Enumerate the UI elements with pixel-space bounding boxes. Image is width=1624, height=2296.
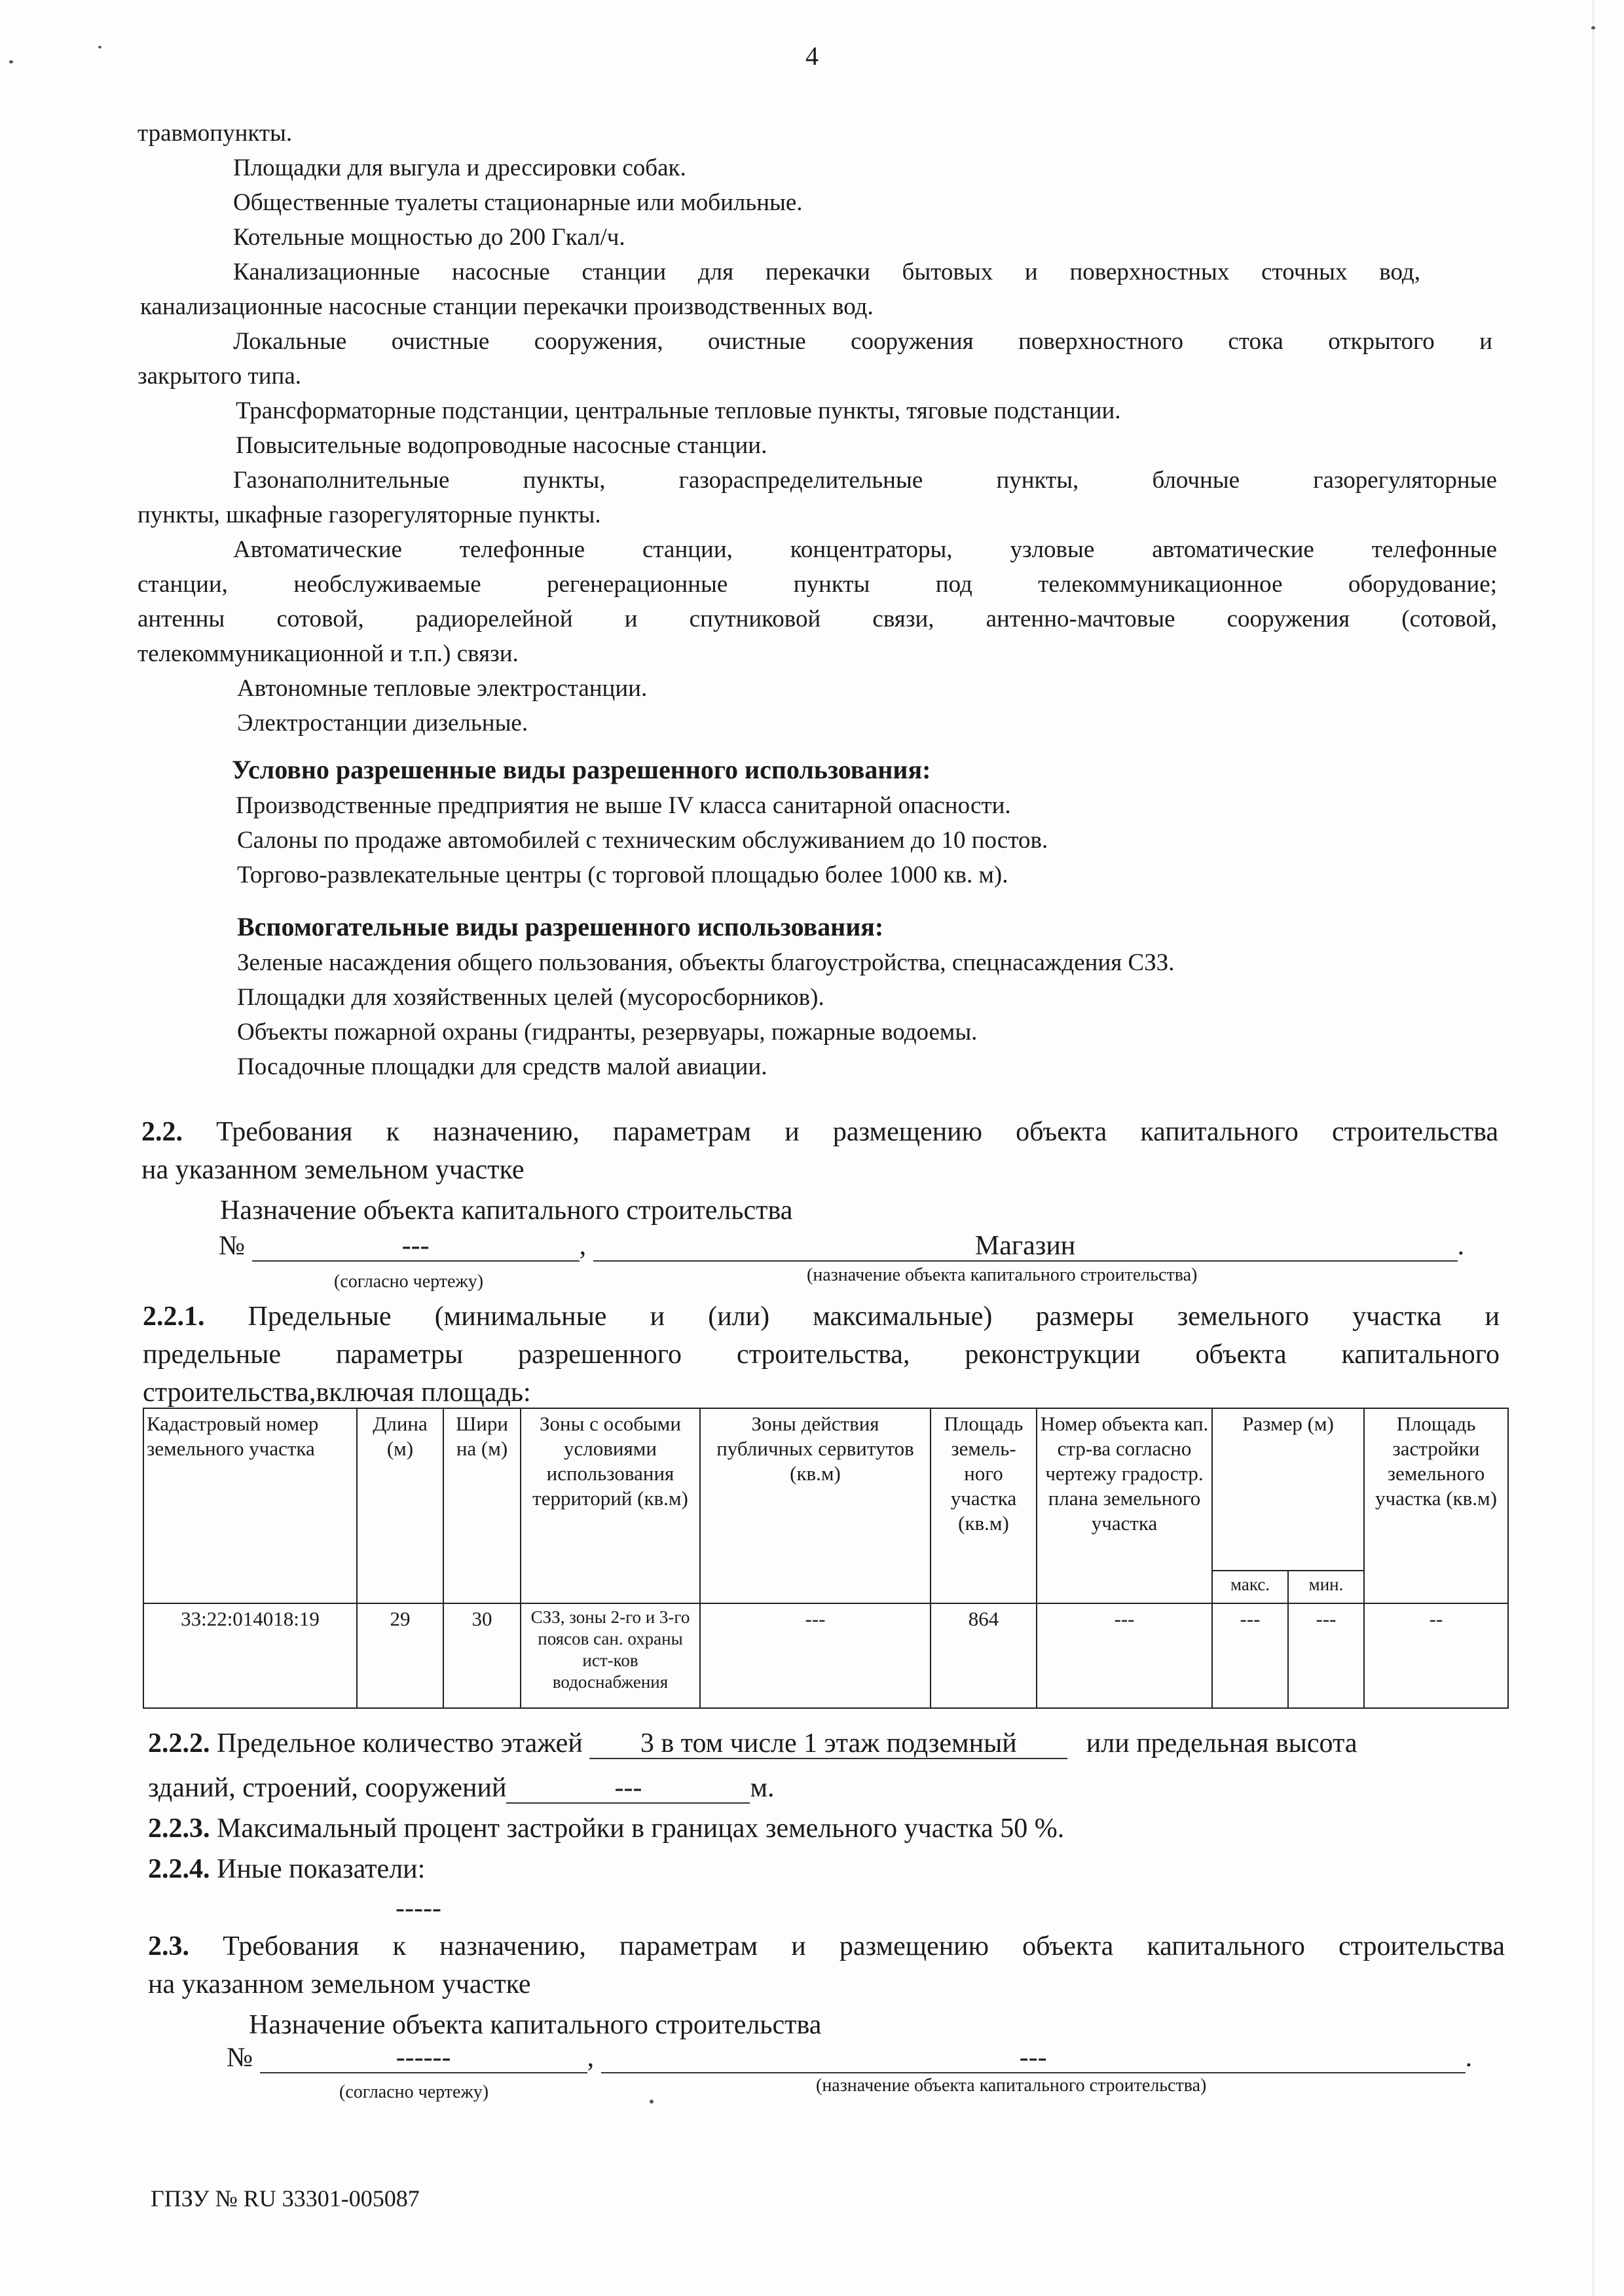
page-number: 4 xyxy=(805,41,819,71)
section-2-2-4 xyxy=(148,1850,425,1888)
list-line: Повысительные водопроводные насосные станции. xyxy=(236,432,767,459)
cell-width: 30 xyxy=(443,1603,521,1708)
section-2-2-1-line2: предельные параметры разрешенного строительства, реконструкции объекта капитального xyxy=(143,1339,1500,1370)
caption-purpose: (назначение объекта капитального строительства) xyxy=(807,1265,1198,1285)
list-line: Электростанции дизельные. xyxy=(237,710,528,737)
section-number: 2.2.1. xyxy=(143,1302,205,1332)
height-value: --- xyxy=(506,1774,750,1804)
section-text: или предельная высота xyxy=(1086,1728,1357,1758)
header-length: Длина (м) xyxy=(357,1408,443,1603)
section-2-2-1-line1 xyxy=(143,1298,1500,1336)
unit: м. xyxy=(750,1773,775,1803)
header-width: Шири на (м) xyxy=(443,1408,521,1603)
list-line: антенны сотовой, радиорелейной и спутниковой связи, антенно-мачтовые сооружения (сотовой, xyxy=(138,606,1497,632)
number-sign: № xyxy=(227,2043,253,2073)
header-max: макс. xyxy=(1212,1571,1288,1603)
list-line: Площадки для выгула и дрессировки собак. xyxy=(233,155,686,181)
header-zones: Зоны с особыми условиями использования территорий (кв.м) xyxy=(521,1408,700,1603)
period: . xyxy=(1457,1231,1465,1261)
section-number: 2.2. xyxy=(141,1117,183,1147)
cell-servitude: --- xyxy=(700,1603,931,1708)
section-text: Предельное количество этажей xyxy=(217,1728,583,1758)
section-text: Максимальный процент застройки в границах земельного участка 50 %. xyxy=(217,1813,1065,1844)
period: . xyxy=(1465,2043,1473,2073)
header-servitude: Зоны действия публичных сервитутов (кв.м) xyxy=(700,1408,931,1603)
caption-drawing: (согласно чертежу) xyxy=(334,1271,484,1292)
caption-purpose: (назначение объекта капитального строительства) xyxy=(816,2075,1207,2096)
comma: , xyxy=(587,2043,595,2073)
purpose-value: --- xyxy=(601,2043,1466,2073)
comma: , xyxy=(579,1231,587,1261)
list-line: Котельные мощностью до 200 Гкал/ч. xyxy=(233,224,625,251)
cell-length: 29 xyxy=(357,1603,443,1708)
list-line: Газонаполнительные пункты, газораспределительные пункты, блочные газорегуляторные xyxy=(233,467,1497,494)
list-line: Трансформаторные подстанции, центральные тепловые пункты, тяговые подстанции. xyxy=(236,397,1121,424)
parameters-table xyxy=(143,1408,1509,1709)
auxiliary-heading: Вспомогательные виды разрешенного использования: xyxy=(237,912,884,941)
header-size: Размер (м) xyxy=(1212,1408,1364,1571)
section-2-2-line2: на указанном земельном участке xyxy=(141,1155,525,1185)
header-cadastral: Кадастровый номер земельного участка xyxy=(143,1408,357,1603)
list-line: Общественные туалеты стационарные или мобильные. xyxy=(233,189,803,216)
list-line: станции, необслуживаемые регенерационные пункты под телекоммуникационное оборудование; xyxy=(138,571,1497,598)
section-text: зданий, строений, сооружений xyxy=(148,1773,507,1803)
section-2-2-line1 xyxy=(141,1113,1498,1151)
conditional-item: Салоны по продаже автомобилей с техническим обслуживанием до 10 постов. xyxy=(237,827,1048,854)
list-line: телекоммуникационной и т.п.) связи. xyxy=(138,640,519,667)
cell-cadastral: 33:22:014018:19 xyxy=(143,1603,357,1708)
number-sign: № xyxy=(219,1231,246,1261)
section-number: 2.2.4. xyxy=(148,1854,210,1884)
list-line: Автономные тепловые электростанции. xyxy=(237,675,648,702)
header-area: Площадь земель-ного участка (кв.м) xyxy=(931,1408,1037,1603)
header-object-number: Номер объекта кап. стр-ва согласно чертежу градостр. плана земельного участка xyxy=(1037,1408,1212,1603)
auxiliary-item: Площадки для хозяйственных целей (мусоросборников). xyxy=(237,984,824,1011)
table-row xyxy=(143,1603,1508,1708)
section-text: Требования к назначению, параметрам и размещению объекта капитального строительства xyxy=(223,1931,1505,1961)
scan-speck xyxy=(650,2100,654,2104)
purpose-fill-line xyxy=(219,1227,1464,1265)
cell-built-area: -- xyxy=(1364,1603,1508,1708)
list-line: закрытого типа. xyxy=(138,363,302,390)
purpose-fill-line xyxy=(227,2039,1472,2077)
other-indicators-value: ----- xyxy=(396,1893,441,1923)
auxiliary-item: Зеленые насаждения общего пользования, объекты благоустройства, спецнасаждения СЗЗ. xyxy=(237,949,1175,976)
list-line: Канализационные насосные станции для перекачки бытовых и поверхностных сточных вод, xyxy=(233,259,1420,285)
scan-edge-line xyxy=(1593,0,1594,2296)
section-text: Предельные (минимальные и (или) максимальные) размеры земельного участка и xyxy=(248,1302,1500,1332)
floors-value: 3 в том числе 1 этаж подземный xyxy=(589,1729,1067,1759)
auxiliary-item: Объекты пожарной охраны (гидранты, резервуары, пожарные водоемы. xyxy=(237,1019,978,1046)
section-number: 2.3. xyxy=(148,1931,189,1961)
cell-zones: СЗЗ, зоны 2-го и 3-го поясов сан. охраны ист-ков водоснабжения xyxy=(521,1603,700,1708)
section-text: Иные показатели: xyxy=(217,1854,426,1884)
section-2-2-2-line2 xyxy=(148,1769,775,1807)
cell-area: 864 xyxy=(931,1603,1037,1708)
list-line: Автоматические телефонные станции, концентраторы, узловые автоматические телефонные xyxy=(233,536,1497,563)
list-line: травмопункты. xyxy=(138,120,293,147)
purpose-label: Назначение объекта капитального строительства xyxy=(249,2010,822,2040)
section-number: 2.2.3. xyxy=(148,1813,210,1844)
scan-speck xyxy=(1591,26,1595,29)
header-min: мин. xyxy=(1288,1571,1364,1603)
section-2-2-3 xyxy=(148,1810,1064,1848)
section-2-3-line2: на указанном земельном участке xyxy=(148,1969,531,1999)
section-2-2-1-line3: строительства,включая площадь: xyxy=(143,1377,531,1408)
drawing-number-value: ------ xyxy=(260,2043,587,2073)
drawing-number-value: --- xyxy=(252,1231,580,1262)
list-line: пункты, шкафные газорегуляторные пункты. xyxy=(138,501,601,528)
purpose-value: Магазин xyxy=(593,1231,1458,1262)
section-2-2-2-line1 xyxy=(148,1724,1357,1762)
list-line: Локальные очистные сооружения, очистные сооружения поверхностного стока открытого и xyxy=(233,328,1492,355)
cell-max: --- xyxy=(1212,1603,1288,1708)
footer-document-number: ГПЗУ № RU 33301-005087 xyxy=(151,2185,420,2212)
conditional-item: Производственные предприятия не выше IV класса санитарной опасности. xyxy=(236,792,1011,819)
caption-drawing: (согласно чертежу) xyxy=(339,2082,489,2102)
list-line: канализационные насосные станции перекачки производственных вод. xyxy=(140,293,874,320)
section-2-3-line1 xyxy=(148,1927,1505,1965)
cell-object-number: --- xyxy=(1037,1603,1212,1708)
purpose-label: Назначение объекта капитального строительства xyxy=(220,1195,793,1226)
section-text: Требования к назначению, параметрам и размещению объекта капитального строительства xyxy=(216,1117,1498,1147)
cell-min: --- xyxy=(1288,1603,1364,1708)
conditional-heading: Условно разрешенные виды разрешенного использования: xyxy=(232,755,931,784)
conditional-item: Торгово-развлекательные центры (с торговой площадью более 1000 кв. м). xyxy=(237,862,1008,888)
section-number: 2.2.2. xyxy=(148,1728,210,1758)
auxiliary-item: Посадочные площадки для средств малой авиации. xyxy=(237,1053,767,1080)
header-built-area: Площадь застройки земельного участка (кв.м) xyxy=(1364,1408,1508,1603)
